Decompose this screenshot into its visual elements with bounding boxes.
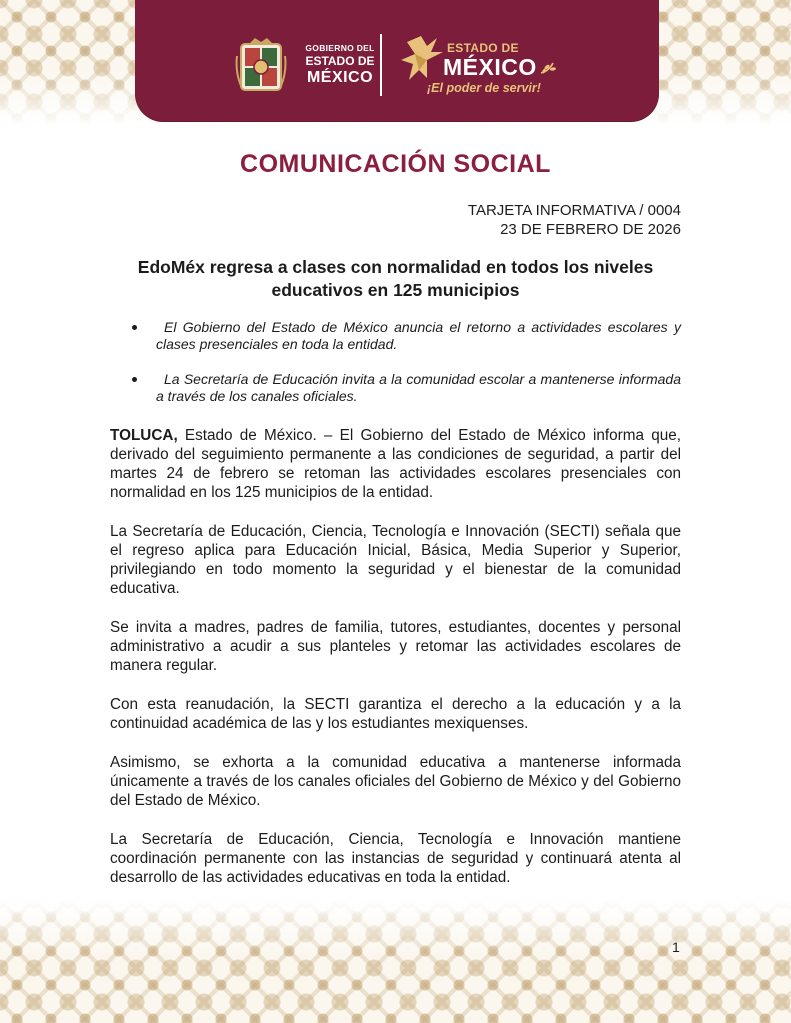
bullet-icon bbox=[132, 377, 137, 382]
tarjeta-number: TARJETA INFORMATIVA / 0004 bbox=[467, 202, 681, 219]
paragraph: Se invita a madres, padres de familia, tutores, estudiantes, docentes y personal administrativo a acudir a sus planteles y retomar las actividades escolares de manera regular. bbox=[110, 619, 681, 674]
paragraph: La Secretaría de Educación, Ciencia, Tecnología e Innovación (SECTI) señala que el regreso aplica para Educación Inicial, Básica, Media Superior y Superior, privilegiando en todo momento la seguridad y el bienestar de la comunidad educativa. bbox=[110, 523, 681, 597]
bullet-icon bbox=[132, 325, 137, 330]
estado-small-text: ESTADO DE bbox=[447, 41, 519, 55]
header-banner bbox=[135, 0, 659, 121]
tarjeta-info bbox=[468, 201, 681, 239]
gobierno-line-2: ESTADO DE bbox=[305, 54, 375, 68]
bullet-text: La Secretaría de Educación invita a la comunidad escolar a mantenerse informada a través de los canales oficiales. bbox=[156, 371, 681, 404]
bullet-list bbox=[110, 319, 681, 423]
page-title: COMUNICACIÓN SOCIAL bbox=[240, 150, 551, 178]
list-item bbox=[110, 319, 681, 353]
paragraph bbox=[110, 426, 681, 502]
paragraph: La Secretaría de Educación, Ciencia, Tecnología e Innovación mantiene coordinación permanente con las instancias de seguridad y continuará atenta al desarrollo de las actividades educativas en toda la entidad. bbox=[110, 831, 681, 886]
paragraph-text: Estado de México. – El Gobierno del Estado de México informa que, derivado del seguimiento permanente a las condiciones de seguridad, a partir del martes 24 de febrero se retoman las actividades escolares presenciales con normalidad en los 125 municipios de la entidad. bbox=[110, 427, 681, 501]
estado-big-text: MÉXICO bbox=[443, 54, 537, 80]
slogan: ¡El poder de servir! bbox=[427, 81, 541, 95]
dateline: TOLUCA, bbox=[110, 427, 178, 444]
gobierno-line-1: GOBIERNO DEL bbox=[305, 43, 375, 53]
gobierno-line-3: MÉXICO bbox=[306, 69, 374, 86]
hummingbird-icon bbox=[397, 30, 445, 86]
logo-divider bbox=[380, 34, 382, 96]
article-body bbox=[110, 426, 681, 907]
paragraph: Asimismo, se exhorta a la comunidad educativa a mantenerse informada únicamente a través de los canales oficiales del Gobierno de México y del Gobierno del Estado de México. bbox=[110, 754, 681, 809]
coat-of-arms-icon bbox=[235, 36, 287, 96]
bullet-text: El Gobierno del Estado de México anuncia el retorno a actividades escolares y clases presenciales en toda la entidad. bbox=[156, 319, 681, 352]
estado-logo bbox=[397, 30, 567, 102]
laurel-icon bbox=[539, 61, 561, 75]
tarjeta-date: 23 DE FEBRERO DE 2026 bbox=[500, 221, 681, 238]
list-item bbox=[110, 371, 681, 405]
page-number: 1 bbox=[672, 939, 680, 955]
decorative-pattern-bottom bbox=[0, 900, 791, 1023]
paragraph: Con esta reanudación, la SECTI garantiza el derecho a la educación y a la continuidad académica de las y los estudiantes mexiquenses. bbox=[110, 696, 681, 732]
headline: EdoMéx regresa a clases con normalidad en todos los niveles educativos en 125 municipios bbox=[137, 257, 654, 300]
